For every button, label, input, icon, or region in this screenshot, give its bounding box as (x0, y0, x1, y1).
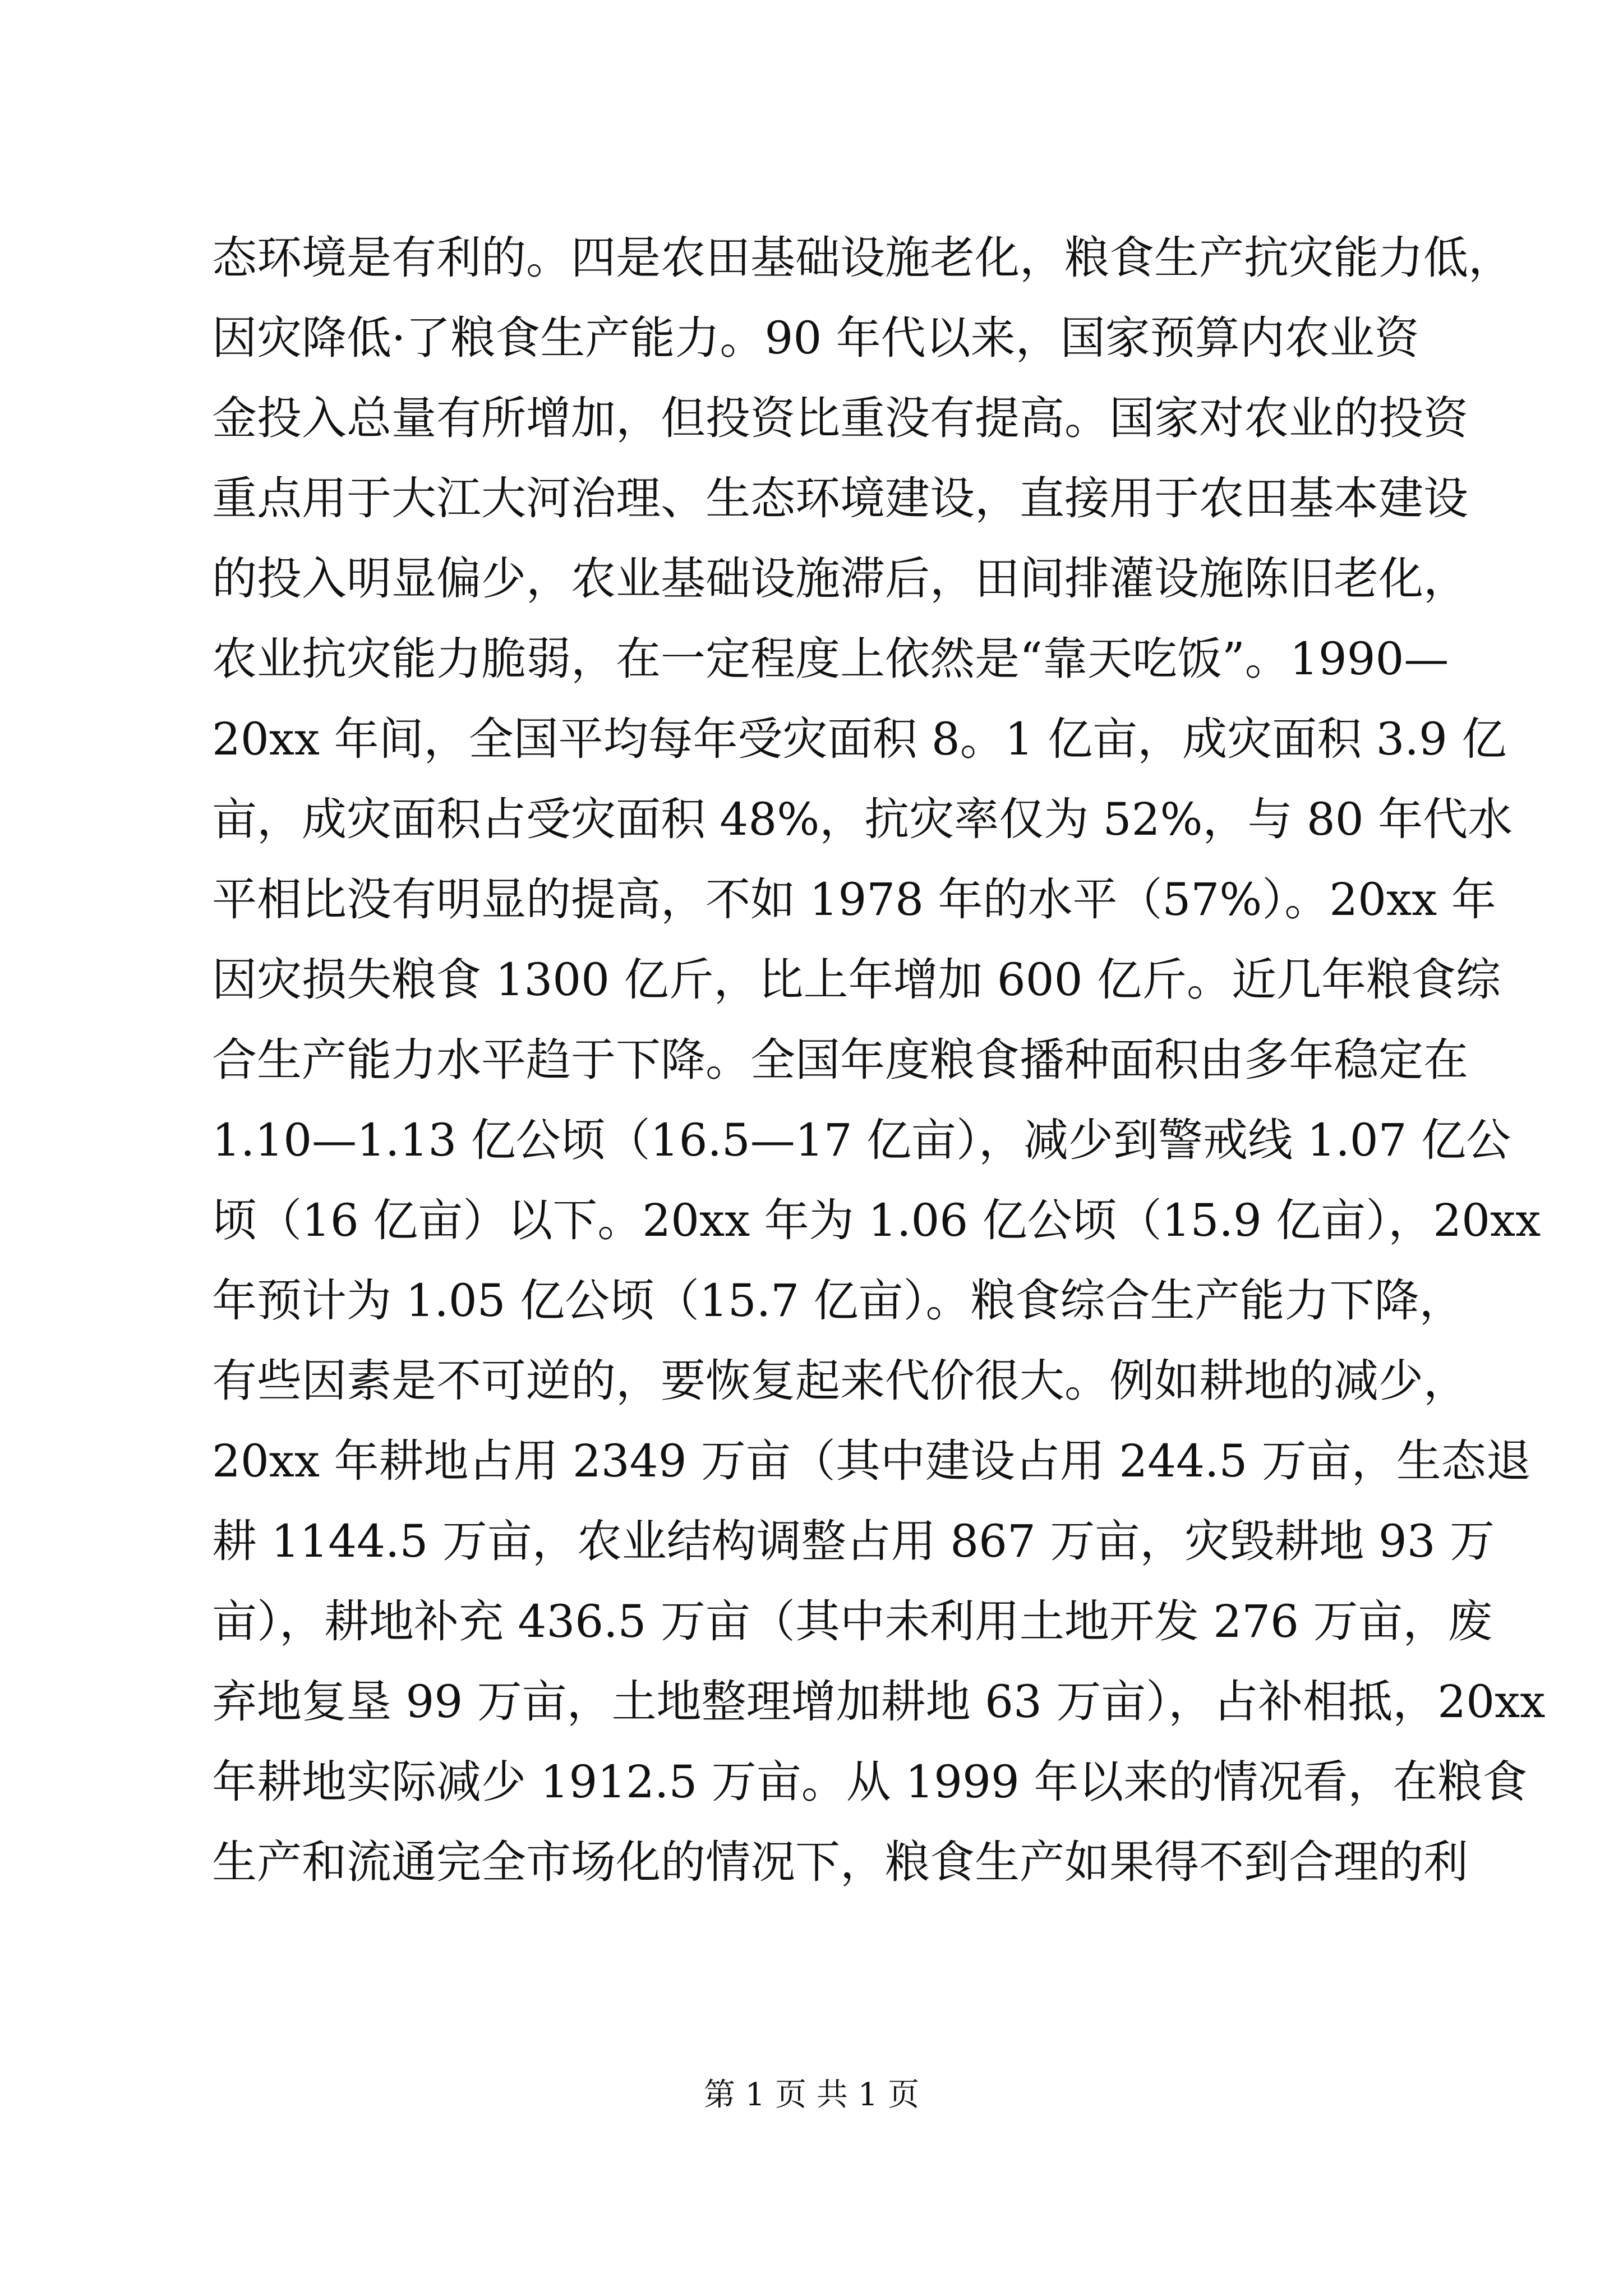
text-line: 顷（16 亿亩）以下。20xx 年为 1.06 亿公顷（15.9 亿亩），20xx (212, 1194, 1541, 1246)
text-line: 因灾损失粮食 1300 亿斤，比上年增加 600 亿斤。近几年粮食综 (212, 954, 1501, 1006)
text-line: 弃地复垦 99 万亩，土地整理增加耕地 63 万亩），占补相抵，20xx (212, 1676, 1546, 1728)
text-line: 20xx 年耕地占用 2349 万亩（其中建设占用 244.5 万亩，生态退 (212, 1435, 1531, 1487)
text-line: 年耕地实际减少 1912.5 万亩。从 1999 年以来的情况看，在粮食 (212, 1756, 1528, 1808)
text-line: 20xx 年间，全国平均每年受灾面积 8。1 亿亩，成灾面积 3.9 亿 (212, 713, 1507, 765)
text-line: 金投入总量有所增加，但投资比重没有提高。国家对农业的投资 (212, 392, 1468, 444)
text-line: 生产和流通完全市场化的情况下，粮食生产如果得不到合理的利 (212, 1836, 1468, 1888)
text-line: 的投入明显偏少，农业基础设施滞后，田间排灌设施陈旧老化， (212, 553, 1468, 605)
text-line: 农业抗灾能力脆弱，在一定程度上依然是“靠天吃饭”。1990— (212, 633, 1449, 685)
text-line: 态环境是有利的。四是农田基础设施老化，粮食生产抗灾能力低， (212, 232, 1513, 284)
text-line: 合生产能力水平趋于下降。全国年度粮食播种面积由多年稳定在 (212, 1034, 1468, 1086)
text-line: 亩，成灾面积占受灾面积 48%，抗灾率仅为 52%，与 80 年代水 (212, 793, 1513, 845)
text-line: 重点用于大江大河治理、生态环境建设，直接用于农田基本建设 (212, 472, 1468, 524)
text-line: 年预计为 1.05 亿公顷（15.7 亿亩）。粮食综合生产能力下降， (212, 1274, 1464, 1327)
text-line: 有些因素是不可逆的，要恢复起来代价很大。例如耕地的减少， (212, 1355, 1468, 1407)
text-line: 平相比没有明显的提高，不如 1978 年的水平（57%）。20xx 年 (212, 873, 1496, 926)
text-line: 耕 1144.5 万亩，农业结构调整占用 867 万亩，灾毁耕地 93 万 (212, 1515, 1495, 1567)
page-number-footer: 第 1 页 共 1 页 (703, 2077, 920, 2113)
text-line: 因灾降低·了粮食生产能力。90 年代以来，国家预算内农业资 (212, 312, 1419, 364)
text-line: 亩），耕地补充 436.5 万亩（其中未利用土地开发 276 万亩，废 (212, 1595, 1493, 1648)
text-line: 1.10—1.13 亿公顷（16.5—17 亿亩），减少到警戒线 1.07 亿公 (212, 1114, 1511, 1166)
body-paragraph (212, 218, 1546, 1902)
